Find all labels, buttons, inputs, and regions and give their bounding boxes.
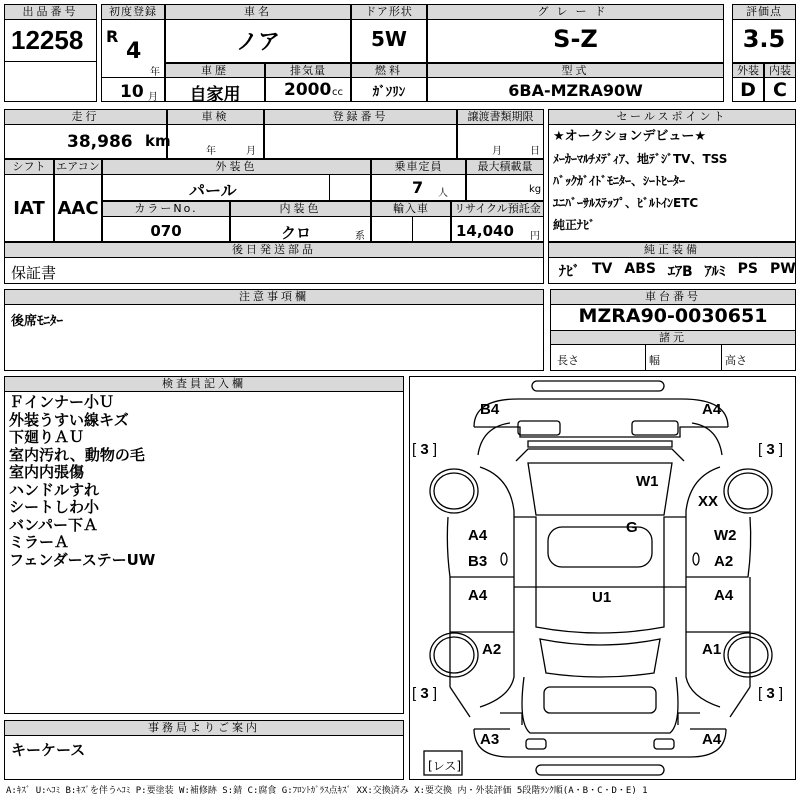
height-label: 高さ: [725, 354, 747, 367]
sales-points-list: [553, 126, 727, 236]
shift-header: シフト: [4, 159, 54, 175]
damage-mark: B3: [468, 553, 488, 570]
plate-header: 登録番号: [264, 109, 457, 125]
sales-point: ﾒｰｶｰﾏﾙﾁﾒﾃﾞｨｱ、地ﾃﾞｼﾞTV、TSS: [553, 152, 728, 166]
load-header: 最大積載量: [466, 159, 544, 175]
equipment-item: ABS: [624, 261, 656, 277]
later-parts-cell: [4, 242, 544, 284]
tire-depth-rl: [ 3 ]: [412, 685, 438, 702]
int-color-header: 内装色: [230, 201, 371, 217]
displacement-cell: 排気量 2000 cc: [265, 63, 351, 102]
grade-cell: [427, 4, 724, 63]
lot-number: 12258: [11, 25, 84, 55]
sales-point: ﾊﾞｯｸｶﾞｲﾄﾞﾓﾆﾀｰ、ｼｰﾄﾋｰﾀｰ: [553, 174, 686, 188]
width-label: 幅: [649, 354, 660, 367]
equipment-cell: [548, 242, 796, 284]
inspector-note: バンパー下Ａ: [9, 515, 98, 534]
damage-mark: A4: [702, 401, 722, 418]
inspector-cell: [4, 376, 404, 714]
sales-point: ★オークションデビュー★: [553, 129, 707, 144]
later-parts-header: 後日発送部品: [4, 242, 544, 258]
inspector-note: ミラーＡ: [9, 533, 70, 551]
color-no-header: カラーNo.: [102, 201, 230, 217]
ext-grade-cell: [732, 63, 764, 102]
office-header: 事務局よりご案内: [4, 720, 404, 736]
damage-mark: B4: [480, 401, 500, 418]
mileage-header: 走行: [4, 109, 167, 125]
legend: A:ｷｽﾞ U:ﾍｺﾐ B:ｷｽﾞを伴うﾍｺﾐ P:要塗装 W:補修跡 S:錆 C:腐食 G:ﾌﾛﾝﾄｶﾞﾗｽ点ｷｽﾞ XX:交換済み X:要交換 内・外装評価 5段階ﾗﾝｸ順(A・B・C・D・E) 1: [6, 786, 648, 796]
sales-point: ﾕﾆﾊﾞｰｻﾙｽﾃｯﾌﾟ、ﾋﾞﾙﾄｲﾝETC: [553, 196, 699, 210]
ac-header: エアコン: [54, 159, 102, 175]
capacity-cell: 乗車定員 7 人: [371, 159, 466, 201]
fuel: ｶﾞｿﾘﾝ: [372, 85, 406, 100]
office-cell: [4, 720, 404, 780]
recycle-cell: リサイクル預託金 14,040 円: [451, 201, 544, 242]
mileage: 38,986: [67, 132, 133, 152]
recycle-header: リサイクル預託金: [451, 201, 544, 217]
history-cell: [165, 63, 265, 105]
ext-grade: D: [740, 79, 756, 101]
inspector-note: 室内汚れ、動物の毛: [9, 445, 145, 464]
damage-mark: A4: [714, 587, 734, 604]
inspection-cell: 車検 年 月: [167, 109, 264, 159]
shift-cell: [4, 159, 54, 242]
chassis-number: MZRA90-0030651: [578, 305, 768, 327]
door-cell: [351, 4, 427, 63]
damage-mark: A4: [702, 731, 722, 748]
int-grade: C: [773, 79, 787, 101]
damage-mark: XX: [698, 493, 719, 510]
transfer-header: 譲渡書類期限: [457, 109, 544, 125]
inspector-notes: [9, 394, 155, 569]
damage-mark: A4: [468, 587, 488, 604]
damage-mark: W1: [636, 473, 659, 490]
shift: IAT: [13, 198, 45, 219]
ext-color: パール: [189, 181, 237, 200]
displacement-header: 排気量: [265, 63, 351, 78]
fuel-header: 燃料: [351, 63, 427, 78]
inspection-header: 車検: [167, 109, 264, 125]
inspector-header: 検査員記入欄: [4, 376, 404, 392]
damage-mark: A4: [468, 527, 488, 544]
color-no-cell: [102, 201, 230, 242]
door-header: ドア形状: [351, 4, 427, 20]
displacement: 2000: [284, 80, 332, 100]
car-name: ノア: [235, 30, 280, 55]
damage-mark: G: [626, 519, 638, 536]
car-outline-diagram: [410, 377, 795, 779]
int-color-cell: 内装色 クロ 系: [230, 201, 371, 242]
ext-color-cell: [102, 159, 371, 201]
first-registration-cell: 初度登録 R 4 年 10 月: [101, 4, 165, 102]
door-type: 5W: [371, 27, 407, 51]
capacity: 7: [412, 178, 424, 197]
reg-month: 10: [120, 82, 144, 102]
damage-mark: U1: [592, 589, 612, 606]
equipment-header: 純正装備: [548, 242, 796, 258]
plate-cell: [264, 109, 457, 159]
model-header: 型式: [427, 63, 724, 78]
model-cell: [427, 63, 724, 102]
history-header: 車歴: [165, 63, 265, 78]
reg-year: 4: [126, 39, 142, 64]
import-header: 輸入車: [371, 201, 451, 217]
office-note: キーケース: [11, 741, 86, 759]
equipment-item: PW: [770, 261, 796, 277]
damage-mark: A3: [480, 731, 500, 748]
sales-points-cell: [548, 109, 796, 242]
load-cell: 最大積載量 kg: [466, 159, 544, 201]
tire-depth-fr: [ 3 ]: [758, 441, 784, 458]
later-parts: 保証書: [11, 264, 57, 282]
equipment-list: [559, 261, 796, 281]
equipment-item: ｱﾙﾐ: [704, 264, 726, 280]
chassis-cell: [550, 289, 796, 371]
ac-cell: [54, 159, 102, 242]
damage-mark: A1: [702, 641, 722, 658]
car-name-cell: [165, 4, 351, 63]
chassis-header: 車台番号: [550, 289, 796, 305]
equipment-item: ﾅﾋﾞ: [559, 264, 580, 280]
caution-note: 後席ﾓﾆﾀｰ: [11, 314, 64, 329]
sales-points-header: セールスポイント: [548, 109, 796, 125]
score: 3.5: [742, 25, 786, 53]
caution-cell: [4, 289, 544, 371]
grade-header: グレード: [427, 4, 724, 20]
ac: AAC: [57, 198, 99, 219]
dims-header: 諸元: [550, 330, 796, 345]
era: R: [106, 27, 119, 46]
inspector-note: ハンドルすれ: [9, 480, 100, 499]
damage-mark: A2: [482, 641, 502, 658]
inspector-note: 室内内張傷: [9, 463, 85, 481]
ext-grade-header: 外装: [732, 63, 764, 78]
int-grade-cell: [764, 63, 796, 102]
car-name-header: 車名: [165, 4, 351, 20]
ext-color-header: 外装色: [102, 159, 371, 175]
caution-header: 注意事項欄: [4, 289, 544, 305]
first-registration-header: 初度登録: [101, 4, 165, 20]
import-cell: [371, 201, 451, 242]
lot-header: 出品番号: [4, 4, 97, 20]
equipment-item: ｴｱB: [667, 264, 693, 280]
history: 自家用: [189, 85, 241, 105]
sales-point: 純正ﾅﾋﾞ: [553, 218, 596, 232]
score-header: 評価点: [732, 4, 796, 20]
model-code: 6BA-MZRA90W: [508, 81, 643, 100]
color-no: 070: [150, 222, 182, 240]
recycle-fee: 14,040: [456, 222, 514, 240]
lot-cell: [4, 4, 97, 102]
tire-depth-rr: [ 3 ]: [758, 685, 784, 702]
inspector-note: 外装うすい線キズ: [9, 410, 129, 429]
damage-diagram: [409, 376, 796, 780]
mileage-cell: 走行 38,986 km: [4, 109, 167, 159]
score-cell: [732, 4, 796, 63]
transfer-cell: 譲渡書類期限 月 日: [457, 109, 544, 159]
int-color: クロ: [281, 224, 312, 242]
equipment-item: TV: [592, 261, 613, 277]
capacity-header: 乗車定員: [371, 159, 466, 175]
inspector-note: フェンダーステーUW: [9, 550, 156, 569]
tire-depth-fl: [ 3 ]: [412, 441, 438, 458]
inspector-note: シートしわ小: [9, 498, 100, 516]
grade: S-Z: [553, 25, 598, 53]
inspector-note: Ｆインナー小Ｕ: [9, 393, 115, 411]
damage-mark: W2: [714, 527, 737, 544]
spare-tire: [レス]: [428, 759, 462, 773]
fuel-cell: [351, 63, 427, 102]
length-label: 長さ: [557, 354, 579, 367]
inspector-note: 下廻りＡＵ: [9, 428, 85, 446]
int-grade-header: 内装: [764, 63, 796, 78]
equipment-item: PS: [737, 261, 758, 277]
damage-mark: A2: [714, 553, 734, 570]
